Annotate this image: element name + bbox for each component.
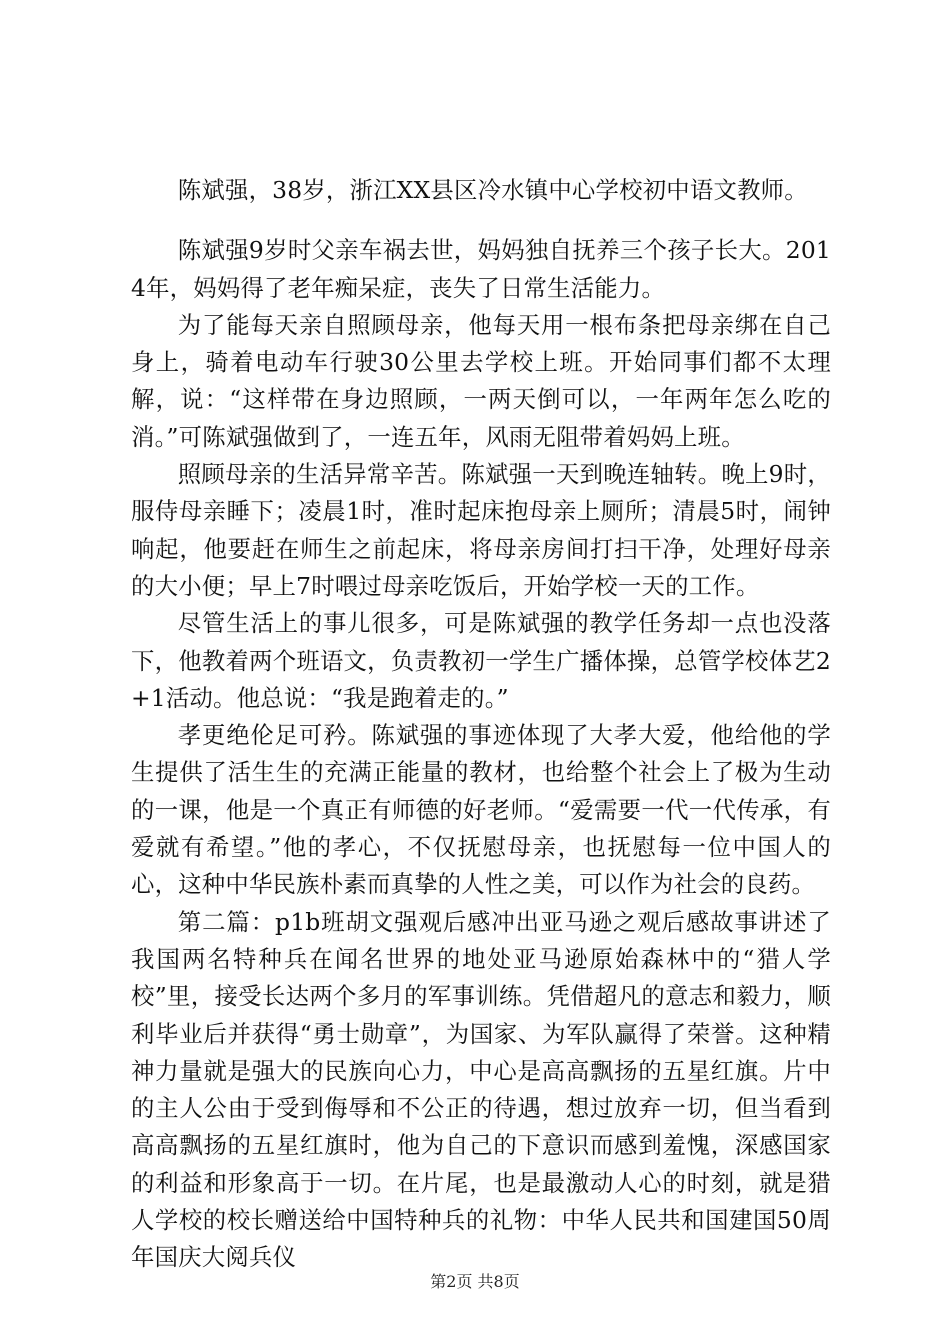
document-body	[131, 172, 831, 1277]
paragraph-intro: 陈斌强，38岁，浙江XX县区冷水镇中心学校初中语文教师。	[177, 176, 808, 204]
paragraph-daily-routine: 照顾母亲的生活异常辛苦。陈斌强一天到晚连轴转。晚上9时，服侍母亲睡下；凌晨1时，准时起床抱母亲上厕所；清晨5时，闹钟响起，他要赶在师生之前起床，将母亲房间打扫干净，处理好母亲的大小便；早上7时喂过母亲吃饭后，开始学校一天的工作。	[131, 460, 831, 600]
paragraph-teaching: 尽管生活上的事儿很多，可是陈斌强的教学任务却一点也没落下，他教着两个班语文，负责教初一学生广播体操，总管学校体艺2+1活动。他总说：“我是跑着走的。”	[131, 609, 831, 712]
paragraph-caring: 为了能每天亲自照顾母亲，他每天用一根布条把母亲绑在自己身上，骑着电动车行驶30公里去学校上班。开始同事们都不太理解，说：“这样带在身边照顾，一两天倒可以，一年两年怎么吃的消。”可陈斌强做到了，一连五年，风雨无阻带着妈妈上班。	[131, 310, 831, 451]
paragraph-filial-piety: 孝更绝伦足可矜。陈斌强的事迹体现了大孝大爱，他给他的学生提供了活生生的充满正能量的教材，也给整个社会上了极为生动的一课，他是一个真正有师德的好老师。“爱需要一代一代传承，有爱就有希望。”他的孝心，不仅抚慰母亲，也抚慰每一位中国人的心，这种中华民族朴素而真挚的人性之美，可以作为社会的良药。	[131, 721, 831, 899]
paragraph-second-article: 第二篇：p1b班胡文强观后感冲出亚马逊之观后感故事讲述了我国两名特种兵在闻名世界的地处亚马逊原始森林中的“猎人学校”里，接受长达两个多月的军事训练。凭借超凡的意志和毅力，顺利毕业后并获得“勇士勋章”，为国家、为军队赢得了荣誉。这种精神力量就是强大的民族向心力，中心是高高飘扬的五星红旗。片中的主人公由于受到侮辱和不公正的待遇，想过放弃一切，但当看到高高飘扬的五星红旗时，他为自己的下意识而感到羞愧，深感国家的利益和形象高于一切。在片尾，也是最激动人心的时刻，就是猎人学校的校长赠送给中国特种兵的礼物：中华人民共和国建国50周年国庆大阅兵仪	[131, 907, 831, 1272]
paragraph-family: 陈斌强9岁时父亲车祸去世，妈妈独自抚养三个孩子长大。2014年，妈妈得了老年痴呆症，丧失了日常生活能力。	[131, 236, 831, 302]
page-number-footer: 第2页 共8页	[430, 1272, 520, 1291]
